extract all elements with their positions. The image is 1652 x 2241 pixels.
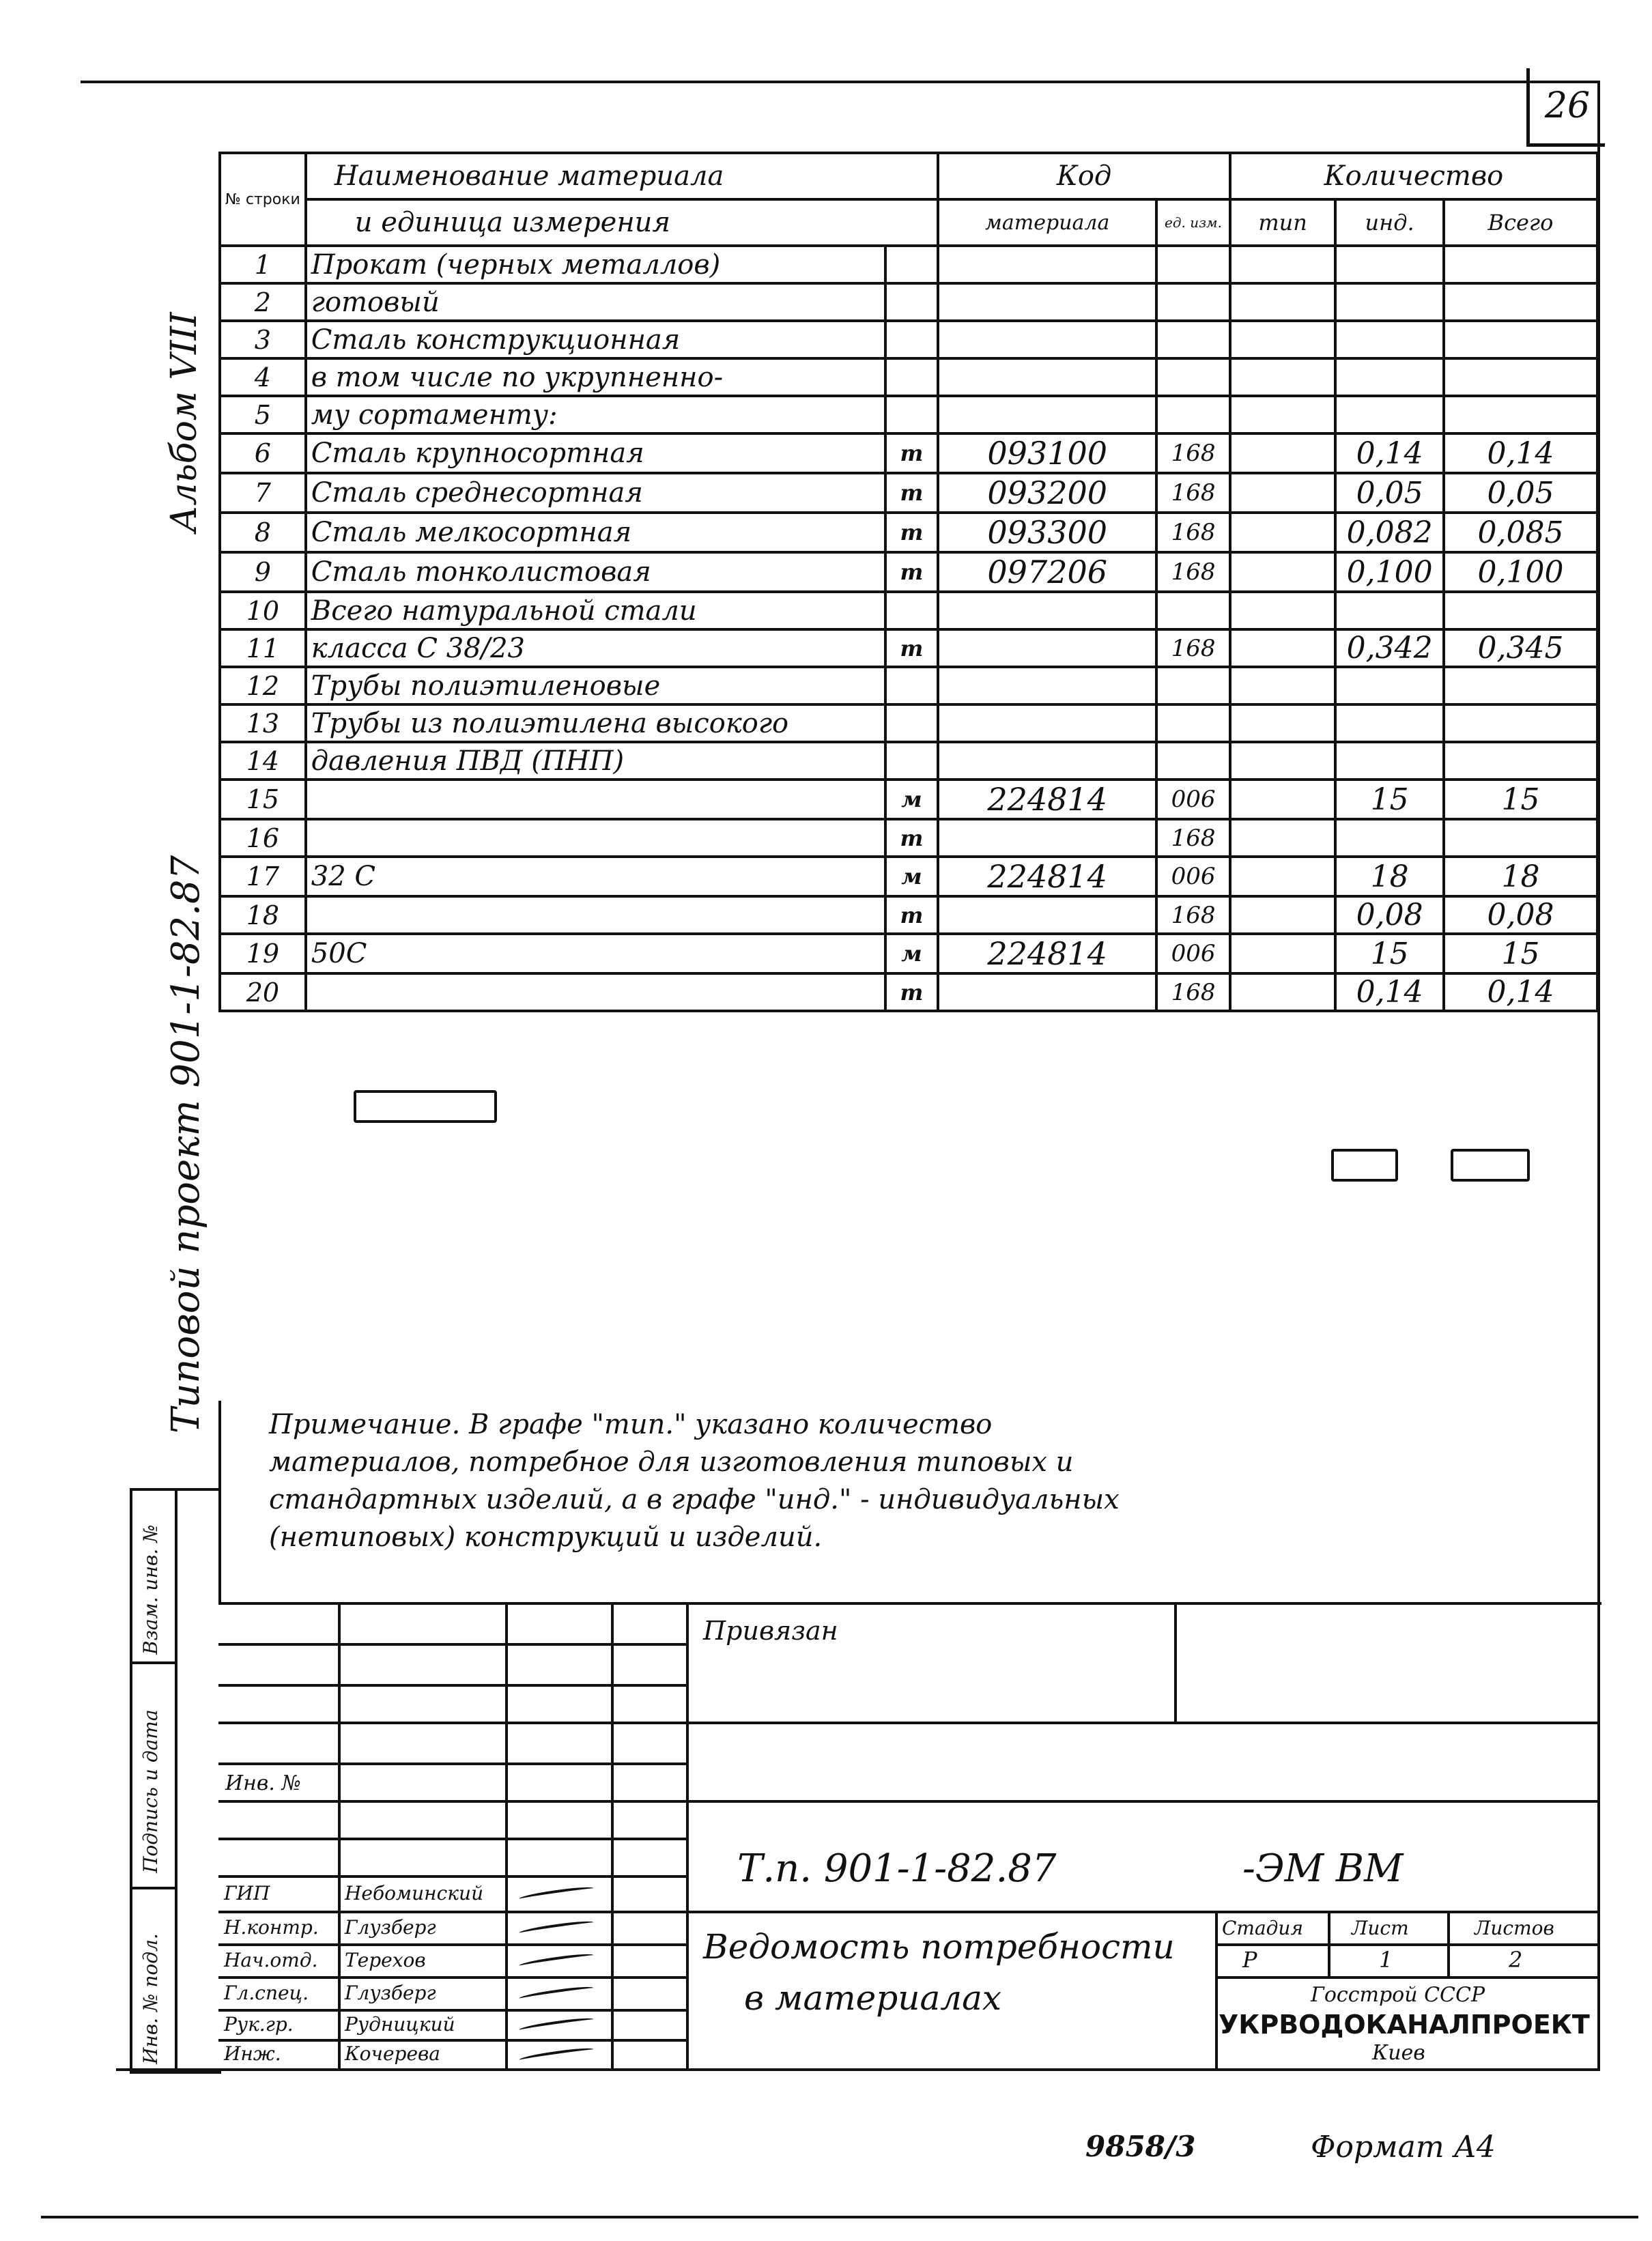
- row-qty-tip: [1230, 819, 1335, 857]
- stamp-v5: [1174, 1602, 1177, 1722]
- row-code: 093300: [938, 513, 1156, 552]
- row-qty-tip: [1230, 934, 1335, 973]
- row-unit: м: [885, 934, 939, 973]
- row-qty-tip: [1230, 896, 1335, 934]
- page-number: 26: [1544, 85, 1591, 126]
- row-qty-total: [1444, 819, 1597, 857]
- row-unit: [885, 358, 939, 396]
- stamp-v2: [505, 1602, 508, 2068]
- row-unit: [885, 246, 939, 283]
- row-name: Всего натуральной стали: [306, 592, 885, 629]
- frame-top-line: [81, 81, 1599, 83]
- blank-box-row16-ind: [1331, 1149, 1398, 1182]
- row-number: 2: [220, 283, 306, 321]
- project-label: Типовой проект 901-1-82.87: [164, 855, 208, 1433]
- row-number: 18: [220, 896, 306, 934]
- row-code: [938, 667, 1156, 704]
- row-unit: [885, 704, 939, 742]
- row-qty-total: 15: [1444, 780, 1597, 819]
- row-name: [306, 819, 885, 857]
- left-strip: [130, 1488, 221, 2074]
- row-qty-tip: [1230, 973, 1335, 1011]
- row-unit: м: [885, 780, 939, 819]
- stage-label: Стадия: [1222, 1916, 1303, 1939]
- row-qty-total: 0,100: [1444, 552, 1597, 592]
- row-name: Трубы полиэтиленовые: [306, 667, 885, 704]
- row-unit-code: 168: [1156, 973, 1230, 1011]
- row-qty-tip: [1230, 780, 1335, 819]
- stamp-h6: [218, 1838, 686, 1840]
- row-unit-code: 168: [1156, 629, 1230, 667]
- row-qty-ind: [1335, 704, 1444, 742]
- bottom-rule: [41, 2216, 1638, 2218]
- header-sub-ind: инд.: [1335, 199, 1444, 246]
- row-number: 4: [220, 358, 306, 396]
- row-unit: т: [885, 819, 939, 857]
- signature-scribble-icon: [519, 1984, 594, 2001]
- materials-table: [218, 152, 1599, 1012]
- table-row: [220, 780, 1597, 819]
- row-unit: т: [885, 473, 939, 513]
- stamp-stage-v1: [1328, 1911, 1330, 1976]
- row-number: 10: [220, 592, 306, 629]
- stamp-role: Н.контр.: [224, 1915, 319, 1939]
- note-line-1: Примечание. В графе "тип." указано количество: [269, 1409, 993, 1440]
- row-qty-ind: [1335, 321, 1444, 358]
- header-sub-tip: тип: [1230, 199, 1335, 246]
- row-code: [938, 592, 1156, 629]
- row-unit: [885, 742, 939, 780]
- table-row: [220, 629, 1597, 667]
- row-qty-tip: [1230, 704, 1335, 742]
- row-name: [306, 896, 885, 934]
- table-row: [220, 819, 1597, 857]
- row-number: 3: [220, 321, 306, 358]
- row-qty-tip: [1230, 321, 1335, 358]
- row-qty-ind: 0,100: [1335, 552, 1444, 592]
- sheet-value: 1: [1379, 1947, 1393, 1973]
- sheet-label: Лист: [1352, 1916, 1409, 1939]
- row-qty-ind: 0,082: [1335, 513, 1444, 552]
- stamp-h3: [218, 1722, 1599, 1724]
- stamp-v3: [611, 1602, 614, 2068]
- row-code: [938, 321, 1156, 358]
- stamp-person: Рудницкий: [345, 2012, 455, 2036]
- row-qty-ind: 18: [1335, 857, 1444, 896]
- stamp-stage-h1: [1215, 1943, 1599, 1946]
- row-unit: т: [885, 629, 939, 667]
- row-qty-tip: [1230, 857, 1335, 896]
- row-unit-code: 006: [1156, 857, 1230, 896]
- row-qty-tip: [1230, 246, 1335, 283]
- doc-suffix: -ЭМ ВМ: [1242, 1846, 1404, 1891]
- row-name: 32 С: [306, 857, 885, 896]
- blank-box-row16-total: [1451, 1149, 1530, 1182]
- row-qty-tip: [1230, 667, 1335, 704]
- row-unit: т: [885, 552, 939, 592]
- row-unit-code: 168: [1156, 513, 1230, 552]
- row-number: 14: [220, 742, 306, 780]
- footer-number: 9858/3: [1085, 2130, 1196, 2163]
- row-code: 097206: [938, 552, 1156, 592]
- row-qty-ind: [1335, 819, 1444, 857]
- row-code: 093200: [938, 473, 1156, 513]
- org-line-3: Киев: [1372, 2040, 1425, 2065]
- left-strip-divider: [175, 1491, 177, 2071]
- signature-scribble-icon: [519, 2046, 594, 2063]
- stamp-v1: [338, 1602, 341, 2068]
- row-name: Прокат (черных металлов): [306, 246, 885, 283]
- row-qty-tip: [1230, 592, 1335, 629]
- row-unit: т: [885, 513, 939, 552]
- row-name: класса С 38/23: [306, 629, 885, 667]
- table-row: [220, 592, 1597, 629]
- table-row: [220, 433, 1597, 473]
- podpis-label: Подпись и дата: [139, 1709, 162, 1873]
- row-unit: т: [885, 433, 939, 473]
- table-row: [220, 321, 1597, 358]
- row-qty-tip: [1230, 513, 1335, 552]
- row-name: [306, 973, 885, 1011]
- stamp-person: Терехов: [345, 1948, 426, 1971]
- left-strip-sep-1: [132, 1661, 175, 1664]
- row-qty-ind: [1335, 283, 1444, 321]
- row-number: 6: [220, 433, 306, 473]
- header-name-1: Наименование материала: [306, 153, 939, 199]
- header-row-1: [220, 153, 1597, 199]
- row-number: 8: [220, 513, 306, 552]
- row-name: Сталь мелкосортная: [306, 513, 885, 552]
- header-quantity: Количество: [1230, 153, 1597, 199]
- row-qty-tip: [1230, 629, 1335, 667]
- row-qty-ind: [1335, 246, 1444, 283]
- row-name: Трубы из полиэтилена высокого: [306, 704, 885, 742]
- table-row: [220, 473, 1597, 513]
- row-number: 9: [220, 552, 306, 592]
- row-code: 093100: [938, 433, 1156, 473]
- stamp-role: ГИП: [224, 1881, 270, 1904]
- row-qty-total: [1444, 667, 1597, 704]
- table-row: [220, 246, 1597, 283]
- note-line-3: стандартных изделий, а в графе "инд." - индивидуальных: [269, 1484, 1120, 1515]
- table-row: [220, 396, 1597, 433]
- row-qty-tip: [1230, 433, 1335, 473]
- doc-title-2: в материалах: [744, 1978, 1002, 2018]
- row-name: му сортаменту:: [306, 396, 885, 433]
- row-code: [938, 629, 1156, 667]
- stamp-person: Глузберг: [345, 1981, 436, 2004]
- row-qty-tip: [1230, 552, 1335, 592]
- row-code: 224814: [938, 780, 1156, 819]
- row-number: 17: [220, 857, 306, 896]
- signature-scribble-icon: [519, 1952, 594, 1969]
- table-row: [220, 973, 1597, 1011]
- row-code: [938, 283, 1156, 321]
- row-qty-ind: 15: [1335, 934, 1444, 973]
- row-qty-tip: [1230, 396, 1335, 433]
- row-qty-total: 18: [1444, 857, 1597, 896]
- row-unit-code: 168: [1156, 896, 1230, 934]
- stamp-v6: [1215, 1911, 1218, 2068]
- table-row: [220, 857, 1597, 896]
- row-number: 11: [220, 629, 306, 667]
- row-unit-code: [1156, 396, 1230, 433]
- blank-box-row15-name: [354, 1090, 497, 1123]
- row-qty-total: [1444, 592, 1597, 629]
- doc-code: Т.п. 901-1-82.87: [737, 1846, 1057, 1891]
- row-number: 5: [220, 396, 306, 433]
- row-qty-tip: [1230, 742, 1335, 780]
- header-sub-total: Всего: [1444, 199, 1597, 246]
- row-unit: [885, 592, 939, 629]
- header-row-2: [220, 199, 1597, 246]
- row-code: [938, 396, 1156, 433]
- row-qty-ind: [1335, 358, 1444, 396]
- header-row-no: № строки: [220, 153, 306, 246]
- row-code: [938, 896, 1156, 934]
- row-unit-code: [1156, 358, 1230, 396]
- row-number: 20: [220, 973, 306, 1011]
- row-code: [938, 358, 1156, 396]
- row-unit-code: 006: [1156, 780, 1230, 819]
- row-qty-total: [1444, 704, 1597, 742]
- stamp-role: Рук.гр.: [224, 2012, 294, 2036]
- row-number: 19: [220, 934, 306, 973]
- table-row: [220, 934, 1597, 973]
- table-row: [220, 667, 1597, 704]
- row-name: 50С: [306, 934, 885, 973]
- stage-value: Р: [1242, 1947, 1257, 1973]
- stamp-stage-v2: [1447, 1911, 1450, 1976]
- row-qty-ind: 0,14: [1335, 973, 1444, 1011]
- row-qty-ind: 0,342: [1335, 629, 1444, 667]
- stamp-person: Небоминский: [345, 1881, 484, 1904]
- table-row: [220, 358, 1597, 396]
- stamp-role: Нач.отд.: [224, 1948, 318, 1971]
- row-qty-ind: 0,08: [1335, 896, 1444, 934]
- row-qty-total: 15: [1444, 934, 1597, 973]
- header-name-2: и единица измерения: [306, 199, 939, 246]
- row-qty-total: [1444, 358, 1597, 396]
- row-qty-total: [1444, 321, 1597, 358]
- row-unit-code: 168: [1156, 552, 1230, 592]
- row-name: Сталь крупносортная: [306, 433, 885, 473]
- row-number: 16: [220, 819, 306, 857]
- org-line-1: Госстрой СССР: [1311, 1982, 1485, 2007]
- table-row: [220, 896, 1597, 934]
- row-name: давления ПВД (ПНП): [306, 742, 885, 780]
- row-code: 224814: [938, 934, 1156, 973]
- stamp-stage-h2: [1215, 1976, 1599, 1979]
- album-label: Альбом VIII: [164, 312, 205, 532]
- left-strip-sep-2: [132, 1887, 175, 1889]
- row-unit-code: [1156, 742, 1230, 780]
- frame-bottom-line: [116, 2068, 1600, 2071]
- row-unit: м: [885, 857, 939, 896]
- stamp-h5: [218, 1800, 1599, 1803]
- org-line-2: УКРВОДОКАНАЛПРОЕКТ: [1219, 2010, 1590, 2040]
- row-code: [938, 246, 1156, 283]
- row-code: [938, 704, 1156, 742]
- row-unit-code: [1156, 704, 1230, 742]
- inv-no-label: Инв. №: [225, 1771, 301, 1795]
- row-qty-total: 0,14: [1444, 973, 1597, 1011]
- table-row: [220, 513, 1597, 552]
- row-unit: т: [885, 896, 939, 934]
- stamp-role: Инж.: [224, 2042, 281, 2065]
- row-unit-code: 168: [1156, 433, 1230, 473]
- row-code: 224814: [938, 857, 1156, 896]
- stamp-role: Гл.спец.: [224, 1981, 309, 2004]
- row-name: [306, 780, 885, 819]
- row-number: 13: [220, 704, 306, 742]
- row-qty-ind: [1335, 396, 1444, 433]
- row-name: в том числе по укрупненно-: [306, 358, 885, 396]
- vzam-label: Взам. инв. №: [139, 1524, 162, 1655]
- footer-format: Формат А4: [1311, 2130, 1496, 2165]
- row-unit-code: [1156, 321, 1230, 358]
- row-name: Сталь тонколистовая: [306, 552, 885, 592]
- stamp-person: Кочерева: [345, 2042, 440, 2065]
- row-qty-total: 0,085: [1444, 513, 1597, 552]
- note-line-4: (нетиповых) конструкций и изделий.: [269, 1522, 823, 1553]
- row-qty-ind: [1335, 667, 1444, 704]
- row-name: Сталь конструкционная: [306, 321, 885, 358]
- row-name: Сталь среднесортная: [306, 473, 885, 513]
- row-unit: [885, 283, 939, 321]
- table-row: [220, 704, 1597, 742]
- row-qty-tip: [1230, 283, 1335, 321]
- row-qty-total: [1444, 283, 1597, 321]
- privyazan-label: Привязан: [703, 1616, 838, 1646]
- header-sub-unit: ед. изм.: [1156, 199, 1230, 246]
- row-unit: [885, 321, 939, 358]
- row-qty-total: 0,05: [1444, 473, 1597, 513]
- row-unit-code: [1156, 592, 1230, 629]
- row-code: [938, 819, 1156, 857]
- sheets-label: Листов: [1475, 1916, 1554, 1939]
- table-row: [220, 742, 1597, 780]
- header-code: Код: [938, 153, 1230, 199]
- row-unit-code: [1156, 283, 1230, 321]
- row-code: [938, 742, 1156, 780]
- stamp-h4: [218, 1762, 686, 1765]
- row-number: 12: [220, 667, 306, 704]
- row-qty-total: [1444, 742, 1597, 780]
- row-name: готовый: [306, 283, 885, 321]
- row-number: 1: [220, 246, 306, 283]
- stamp-h12: [218, 2039, 686, 2042]
- row-qty-ind: 0,14: [1335, 433, 1444, 473]
- row-unit: [885, 396, 939, 433]
- row-unit-code: [1156, 667, 1230, 704]
- stamp-h2: [218, 1684, 686, 1687]
- row-qty-ind: 0,05: [1335, 473, 1444, 513]
- note-line-2: материалов, потребное для изготовления типовых и: [269, 1446, 1074, 1478]
- row-qty-ind: [1335, 592, 1444, 629]
- stamp-v4: [686, 1602, 689, 2068]
- title-block: [218, 1602, 1599, 2068]
- doc-title-1: Ведомость потребности: [703, 1927, 1175, 1967]
- row-qty-tip: [1230, 473, 1335, 513]
- note-block: [218, 1401, 1601, 1605]
- stamp-h1: [218, 1643, 686, 1646]
- row-qty-total: 0,08: [1444, 896, 1597, 934]
- row-unit: т: [885, 973, 939, 1011]
- stamp-person: Глузберг: [345, 1915, 436, 1939]
- signature-scribble-icon: [519, 1919, 594, 1936]
- row-code: [938, 973, 1156, 1011]
- row-qty-total: 0,14: [1444, 433, 1597, 473]
- row-qty-ind: 15: [1335, 780, 1444, 819]
- table-row: [220, 283, 1597, 321]
- row-unit-code: 006: [1156, 934, 1230, 973]
- row-qty-ind: [1335, 742, 1444, 780]
- sheets-value: 2: [1509, 1947, 1523, 1973]
- row-unit-code: 168: [1156, 473, 1230, 513]
- signature-scribble-icon: [519, 1885, 594, 1902]
- row-unit-code: 168: [1156, 819, 1230, 857]
- row-qty-total: [1444, 246, 1597, 283]
- row-qty-total: 0,345: [1444, 629, 1597, 667]
- row-number: 7: [220, 473, 306, 513]
- row-unit: [885, 667, 939, 704]
- row-unit-code: [1156, 246, 1230, 283]
- header-sub-material: материала: [938, 199, 1156, 246]
- table-row: [220, 552, 1597, 592]
- row-qty-total: [1444, 396, 1597, 433]
- row-qty-tip: [1230, 358, 1335, 396]
- inv-podl-label: Инв. № подл.: [139, 1933, 162, 2064]
- row-number: 15: [220, 780, 306, 819]
- signature-scribble-icon: [519, 2016, 594, 2033]
